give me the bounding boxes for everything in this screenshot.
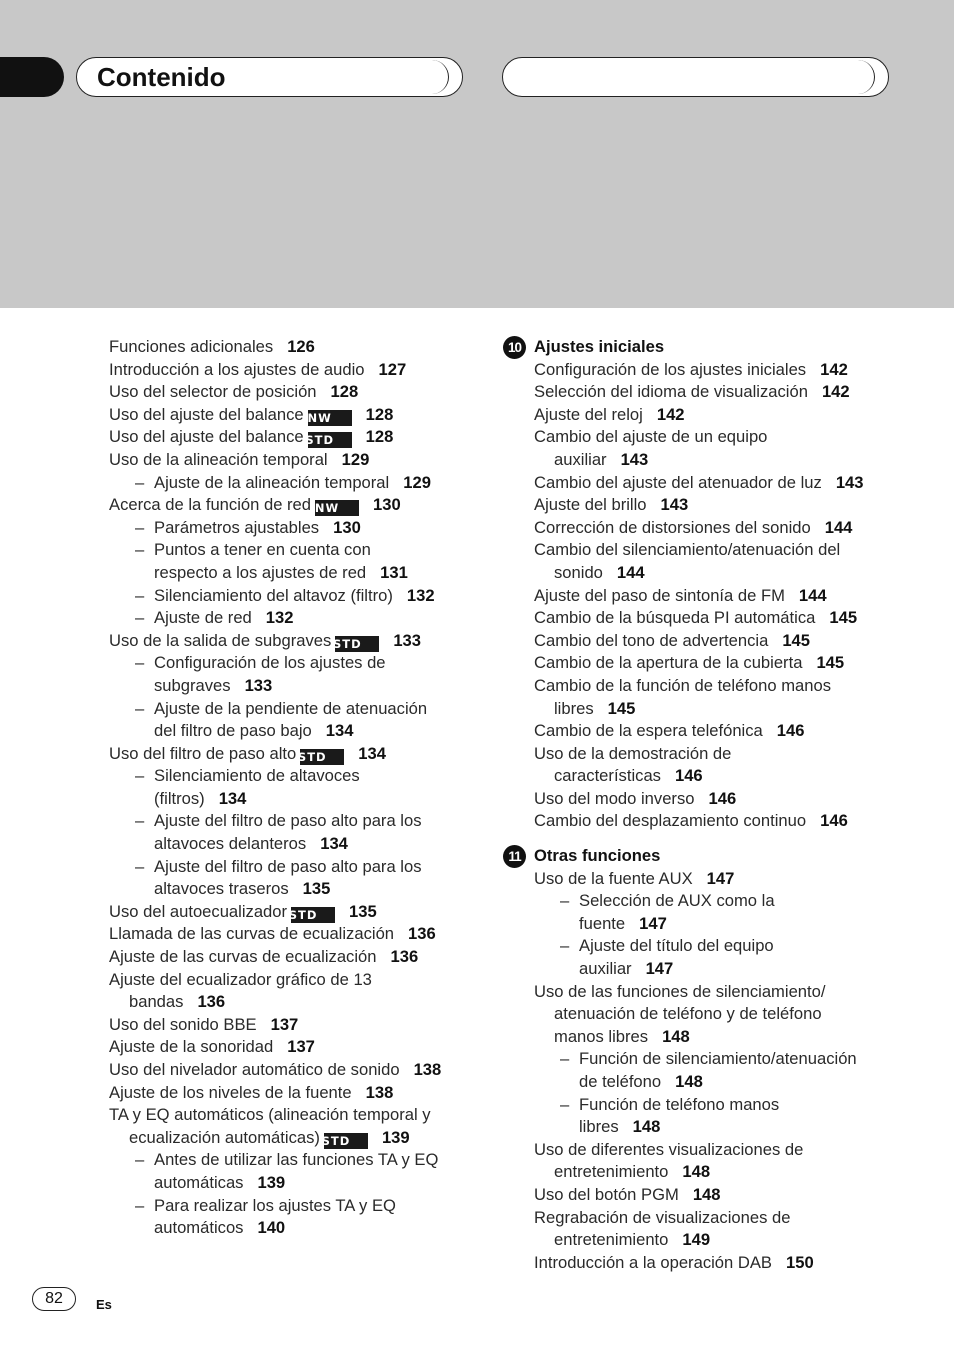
- toc-page-number: 150: [785, 1252, 814, 1272]
- toc-entry-text: Ajuste de la alineación temporal: [154, 472, 390, 492]
- toc-entry-text: bandas: [129, 992, 184, 1012]
- toc-entry[interactable]: [109, 449, 479, 472]
- section-heading: [508, 845, 894, 868]
- toc-entry[interactable]: [534, 788, 894, 811]
- toc-page-number: 142: [821, 382, 850, 402]
- toc-entry-text: Cambio de la búsqueda PI automática: [534, 608, 816, 628]
- toc-entry[interactable]: [534, 935, 894, 980]
- toc-entry-text: Cambio del tono de advertencia: [534, 630, 769, 650]
- toc-page-number: 132: [406, 585, 435, 605]
- toc-entry[interactable]: [109, 517, 479, 540]
- toc-page-number: 128: [330, 382, 359, 402]
- toc-entry-text: Ajuste de la sonoridad: [109, 1037, 274, 1057]
- toc-entry-text: automáticos: [154, 1218, 244, 1238]
- toc-page-number: 144: [798, 585, 827, 605]
- toc-page-number: 148: [692, 1184, 721, 1204]
- toc-entry[interactable]: [534, 539, 894, 584]
- dash-bullet: –: [135, 653, 145, 673]
- toc-page-number: 145: [607, 698, 636, 718]
- toc-entry[interactable]: [534, 720, 894, 743]
- chapter-tab: [0, 57, 64, 97]
- toc-entry-text: Funciones adicionales: [109, 337, 274, 356]
- toc-entry[interactable]: [109, 946, 479, 969]
- toc-page-number: 144: [824, 517, 853, 537]
- toc-page-number: 146: [674, 766, 703, 786]
- toc-entry[interactable]: [109, 630, 479, 653]
- toc-entry[interactable]: [534, 585, 894, 608]
- toc-entry-text: Ajuste de red: [154, 608, 252, 628]
- toc-page-number: 136: [390, 947, 419, 967]
- toc-entry-text: Ajuste de la pendiente de atenuación: [154, 698, 428, 718]
- toc-entry-text: libres: [554, 698, 594, 718]
- toc-entry[interactable]: [534, 1094, 894, 1139]
- toc-page-number: 147: [639, 913, 667, 933]
- toc-page-number: 143: [835, 472, 864, 492]
- toc-page-number: 126: [287, 337, 315, 356]
- toc-page-number: 134: [320, 834, 348, 854]
- toc-entry-text: Ajuste del título del equipo: [579, 936, 774, 956]
- toc-entry-text: subgraves: [154, 675, 231, 695]
- toc-entry[interactable]: [534, 890, 894, 935]
- page-number: 82: [32, 1287, 76, 1311]
- mode-badge: STD: [308, 432, 352, 448]
- dash-bullet: –: [135, 766, 145, 786]
- toc-entry[interactable]: [534, 810, 894, 833]
- blank-frame-inner: [506, 60, 875, 94]
- dash-bullet: –: [560, 936, 570, 956]
- toc-entry-text: automáticas: [154, 1172, 244, 1192]
- toc-page-number: 145: [782, 630, 810, 650]
- toc-page-number: 148: [682, 1162, 711, 1182]
- toc-entry-text: Uso de las funciones de silenciamiento/: [534, 981, 826, 1001]
- mode-badge: STD: [324, 1133, 368, 1149]
- toc-entry[interactable]: [109, 472, 479, 495]
- toc-entry-text: Uso del filtro de paso alto: [109, 743, 297, 763]
- toc-entry[interactable]: [109, 923, 479, 946]
- toc-entry-text: Configuración de los ajustes iniciales: [534, 359, 807, 379]
- toc-entry-text: Regrabación de visualizaciones de: [534, 1207, 791, 1227]
- toc-entry-text: Uso del modo inverso: [534, 788, 695, 808]
- toc-entry-text: Cambio del ajuste de un equipo: [534, 427, 768, 447]
- toc-entry-text: atenuación de teléfono y de teléfono: [554, 1004, 822, 1024]
- mode-badge: STD: [291, 907, 335, 923]
- toc-entry[interactable]: [534, 1207, 894, 1252]
- toc-entry-text: del filtro de paso bajo: [154, 721, 312, 741]
- dash-bullet: –: [135, 1150, 145, 1170]
- toc-entry-text: Corrección de distorsiones del sonido: [534, 517, 811, 537]
- toc-page-number: 134: [218, 788, 247, 808]
- toc-entry[interactable]: [109, 539, 479, 584]
- toc-entry[interactable]: [534, 981, 894, 1049]
- toc-page-number: 149: [682, 1230, 711, 1250]
- toc-entry[interactable]: [109, 359, 479, 382]
- toc-entry-text: Parámetros ajustables: [154, 517, 320, 537]
- toc-entry[interactable]: [109, 969, 479, 1014]
- toc-entry-text: Uso de diferentes visualizaciones de: [534, 1139, 804, 1159]
- toc-entry-text: Uso de la salida de subgraves: [109, 630, 332, 650]
- toc-page-number: 135: [349, 901, 377, 921]
- toc-entry[interactable]: [109, 901, 479, 924]
- toc-page-number: 133: [244, 675, 273, 695]
- toc-entry[interactable]: [534, 743, 894, 788]
- toc-entry-text: Ajuste de las curvas de ecualización: [109, 947, 377, 967]
- toc-entry-text: Uso del ajuste del balance: [109, 404, 304, 424]
- toc-page-number: 131: [380, 562, 408, 582]
- toc-entry[interactable]: [534, 404, 894, 427]
- toc-page-number: 148: [632, 1117, 661, 1137]
- toc-entry-text: Ajuste del paso de sintonía de FM: [534, 585, 785, 605]
- section-number-icon: 10: [503, 336, 526, 359]
- toc-entry-text: auxiliar: [554, 449, 607, 469]
- toc-entry-text: características: [554, 766, 661, 786]
- toc-entry[interactable]: [534, 1252, 894, 1275]
- dash-bullet: –: [560, 1049, 570, 1069]
- toc-entry[interactable]: [534, 1184, 894, 1207]
- toc-page-number: 145: [816, 653, 845, 673]
- dash-bullet: –: [135, 698, 145, 718]
- toc-entry-text: Uso del nivelador automático de sonido: [109, 1060, 400, 1079]
- toc-entry-text: Uso de la demostración de: [534, 743, 732, 763]
- toc-entry[interactable]: [109, 1082, 479, 1105]
- toc-entry[interactable]: [534, 630, 894, 653]
- toc-page-number: 142: [820, 359, 848, 379]
- dash-bullet: –: [135, 472, 145, 492]
- toc-entry[interactable]: [109, 585, 479, 608]
- toc-entry-text: Ajuste de los niveles de la fuente: [109, 1082, 352, 1102]
- toc-right-column: [507, 336, 894, 1274]
- toc-entry-text: Puntos a tener en cuenta con: [154, 540, 371, 560]
- toc-entry-text: Para realizar los ajustes TA y EQ: [154, 1195, 396, 1215]
- toc-entry-text: Cambio de la función de teléfono manos: [534, 675, 832, 695]
- toc-page-number: 128: [365, 404, 394, 424]
- toc-entry-text: Función de teléfono manos: [579, 1094, 780, 1114]
- toc-entry-text: Silenciamiento del altavoz (filtro): [154, 585, 393, 605]
- toc-entry-text: altavoces traseros: [154, 879, 289, 899]
- toc-entry[interactable]: [109, 1059, 479, 1082]
- toc-page-number: 147: [706, 868, 735, 888]
- toc-entry[interactable]: [534, 426, 894, 471]
- toc-page-number: 136: [197, 992, 226, 1012]
- toc-page-number: 147: [645, 959, 674, 979]
- toc-page-number: 136: [408, 924, 436, 944]
- toc-page-number: 132: [265, 608, 294, 628]
- toc-entry-text: Acerca de la función de red: [109, 495, 312, 515]
- toc-entry-text: Ajuste del ecualizador gráfico de 13: [109, 969, 372, 989]
- section-heading-text: Otras funciones: [534, 846, 661, 866]
- toc-entry[interactable]: [109, 765, 479, 810]
- toc-entry-text: Cambio de la espera telefónica: [534, 721, 763, 741]
- toc-page-number: 134: [325, 721, 354, 741]
- dash-bullet: –: [135, 1195, 145, 1215]
- toc-entry-text: Uso del selector de posición: [109, 382, 317, 402]
- toc-page-number: 143: [620, 449, 649, 469]
- toc-entry-text: Llamada de las curvas de ecualización: [109, 924, 395, 944]
- toc-entry-text: Selección del idioma de visualización: [534, 382, 808, 402]
- toc-page-number: 146: [820, 811, 848, 831]
- toc-entry-text: entretenimiento: [554, 1230, 669, 1250]
- toc-entry-text: fuente: [579, 913, 626, 933]
- toc-page-number: 130: [373, 495, 401, 515]
- toc-entry-text: Uso del botón PGM: [534, 1184, 679, 1204]
- toc-entry-text: Selección de AUX como la: [579, 891, 775, 911]
- toc-page-number: 127: [378, 359, 407, 379]
- toc-entry[interactable]: [109, 1014, 479, 1037]
- toc-entry[interactable]: [109, 1149, 479, 1194]
- toc-page-number: 144: [616, 562, 645, 582]
- toc-left-column: [109, 336, 479, 1240]
- toc-page-number: 140: [257, 1218, 286, 1238]
- toc-page-number: 138: [413, 1060, 442, 1079]
- toc-entry-text: Cambio del silenciamiento/atenuación del: [534, 540, 841, 560]
- toc-entry-text: Introducción a los ajustes de audio: [109, 359, 365, 379]
- toc-entry[interactable]: [109, 381, 479, 404]
- toc-entry-text: (filtros): [154, 788, 205, 808]
- toc-entry-text: Introducción a la operación DAB: [534, 1252, 772, 1272]
- dash-bullet: –: [135, 608, 145, 628]
- toc-page-number: 142: [656, 404, 685, 424]
- dash-bullet: –: [135, 811, 145, 831]
- toc-entry[interactable]: [109, 1104, 479, 1149]
- toc-page-number: 139: [381, 1127, 410, 1147]
- language-label: Es: [96, 1297, 112, 1312]
- toc-entry-text: de teléfono: [579, 1072, 662, 1091]
- toc-entry-text: altavoces delanteros: [154, 834, 307, 854]
- toc-page-number: 133: [393, 630, 421, 650]
- toc-entry-text: manos libres: [554, 1026, 649, 1046]
- toc-entry[interactable]: [109, 426, 479, 449]
- toc-entry[interactable]: [109, 652, 479, 697]
- toc-entry-text: Ajuste del brillo: [534, 495, 647, 515]
- toc-page-number: 129: [341, 449, 370, 469]
- toc-entry-text: TA y EQ automáticos (alineación temporal y: [109, 1105, 431, 1125]
- toc-page-number: 128: [365, 427, 394, 447]
- toc-entry[interactable]: [534, 675, 894, 720]
- toc-entry-text: Configuración de los ajustes de: [154, 653, 386, 673]
- toc-entry[interactable]: [109, 856, 479, 901]
- toc-entry[interactable]: [534, 472, 894, 495]
- toc-page-number: 146: [708, 788, 737, 808]
- toc-entry[interactable]: [109, 743, 479, 766]
- toc-entry[interactable]: [109, 1195, 479, 1240]
- toc-entry[interactable]: [534, 1139, 894, 1184]
- toc-entry-text: Uso de la fuente AUX: [534, 868, 693, 888]
- dash-bullet: –: [560, 1094, 570, 1114]
- section-number-icon: 11: [503, 845, 526, 868]
- toc-entry-text: respecto a los ajustes de red: [154, 562, 367, 582]
- toc-page-number: 146: [776, 721, 805, 741]
- toc-page-number: 134: [358, 743, 386, 763]
- toc-entry[interactable]: [109, 336, 479, 359]
- toc-entry-text: Uso del ajuste del balance: [109, 427, 304, 447]
- toc-entry-text: Ajuste del filtro de paso alto para los: [154, 856, 422, 876]
- toc-entry[interactable]: [534, 359, 894, 382]
- toc-entry[interactable]: [534, 868, 894, 891]
- toc-entry-text: Función de silenciamiento/atenuación: [579, 1049, 857, 1069]
- toc-entry[interactable]: [109, 494, 479, 517]
- toc-entry-text: Uso de la alineación temporal: [109, 449, 328, 469]
- toc-page-number: 137: [270, 1014, 299, 1034]
- dash-bullet: –: [135, 585, 145, 605]
- toc-page-number: 145: [829, 608, 858, 628]
- toc-entry-text: Cambio del ajuste del atenuador de luz: [534, 472, 822, 492]
- toc-page-number: 148: [675, 1072, 703, 1091]
- dash-bullet: –: [560, 891, 570, 911]
- toc-entry-text: sonido: [554, 562, 603, 582]
- toc-page-number: 129: [403, 472, 431, 492]
- toc-entry[interactable]: [109, 1036, 479, 1059]
- toc-entry[interactable]: [109, 404, 479, 427]
- section-heading-text: Ajustes iniciales: [534, 337, 665, 356]
- mode-badge: STD: [300, 749, 344, 765]
- dash-bullet: –: [135, 540, 145, 560]
- toc-entry[interactable]: [534, 607, 894, 630]
- toc-page-number: 139: [257, 1172, 286, 1192]
- header-band: [0, 0, 954, 308]
- toc-entry[interactable]: [534, 652, 894, 675]
- toc-entry-text: libres: [579, 1117, 619, 1137]
- toc-page-number: 138: [365, 1082, 394, 1102]
- toc-entry-text: Ajuste del filtro de paso alto para los: [154, 811, 422, 831]
- toc-entry-text: Uso del autoecualizador: [109, 901, 288, 921]
- toc-entry-text: Cambio del desplazamiento continuo: [534, 811, 807, 831]
- toc-page-number: 130: [333, 517, 361, 537]
- toc-entry-text: Ajuste del reloj: [534, 404, 643, 424]
- toc-entry-text: ecualización automáticas): [129, 1127, 320, 1147]
- page-title: Contenido: [97, 62, 226, 92]
- toc-entry-text: Cambio de la apertura de la cubierta: [534, 653, 803, 673]
- dash-bullet: –: [135, 517, 145, 537]
- toc-entry-text: entretenimiento: [554, 1162, 669, 1182]
- section-heading: [507, 336, 894, 359]
- toc-page-number: 148: [662, 1026, 690, 1046]
- toc-page-number: 137: [287, 1037, 315, 1057]
- toc-entry-text: Antes de utilizar las funciones TA y EQ: [154, 1150, 439, 1170]
- toc-entry[interactable]: [534, 1048, 894, 1093]
- toc-entry[interactable]: [109, 698, 479, 743]
- toc-entry-text: Uso del sonido BBE: [109, 1014, 257, 1034]
- mode-badge: NW: [315, 500, 359, 516]
- toc-entry[interactable]: [109, 607, 479, 630]
- toc-entry-text: Silenciamiento de altavoces: [154, 766, 360, 786]
- toc-entry-text: auxiliar: [579, 959, 632, 979]
- toc-entry[interactable]: [534, 517, 894, 540]
- dash-bullet: –: [135, 856, 145, 876]
- toc-page-number: 143: [660, 495, 689, 515]
- toc-entry[interactable]: [534, 381, 894, 404]
- toc-page-number: 135: [302, 879, 331, 899]
- mode-badge: NW: [308, 410, 352, 426]
- toc-entry[interactable]: [534, 494, 894, 517]
- toc-entry[interactable]: [109, 810, 479, 855]
- mode-badge: STD: [335, 636, 379, 652]
